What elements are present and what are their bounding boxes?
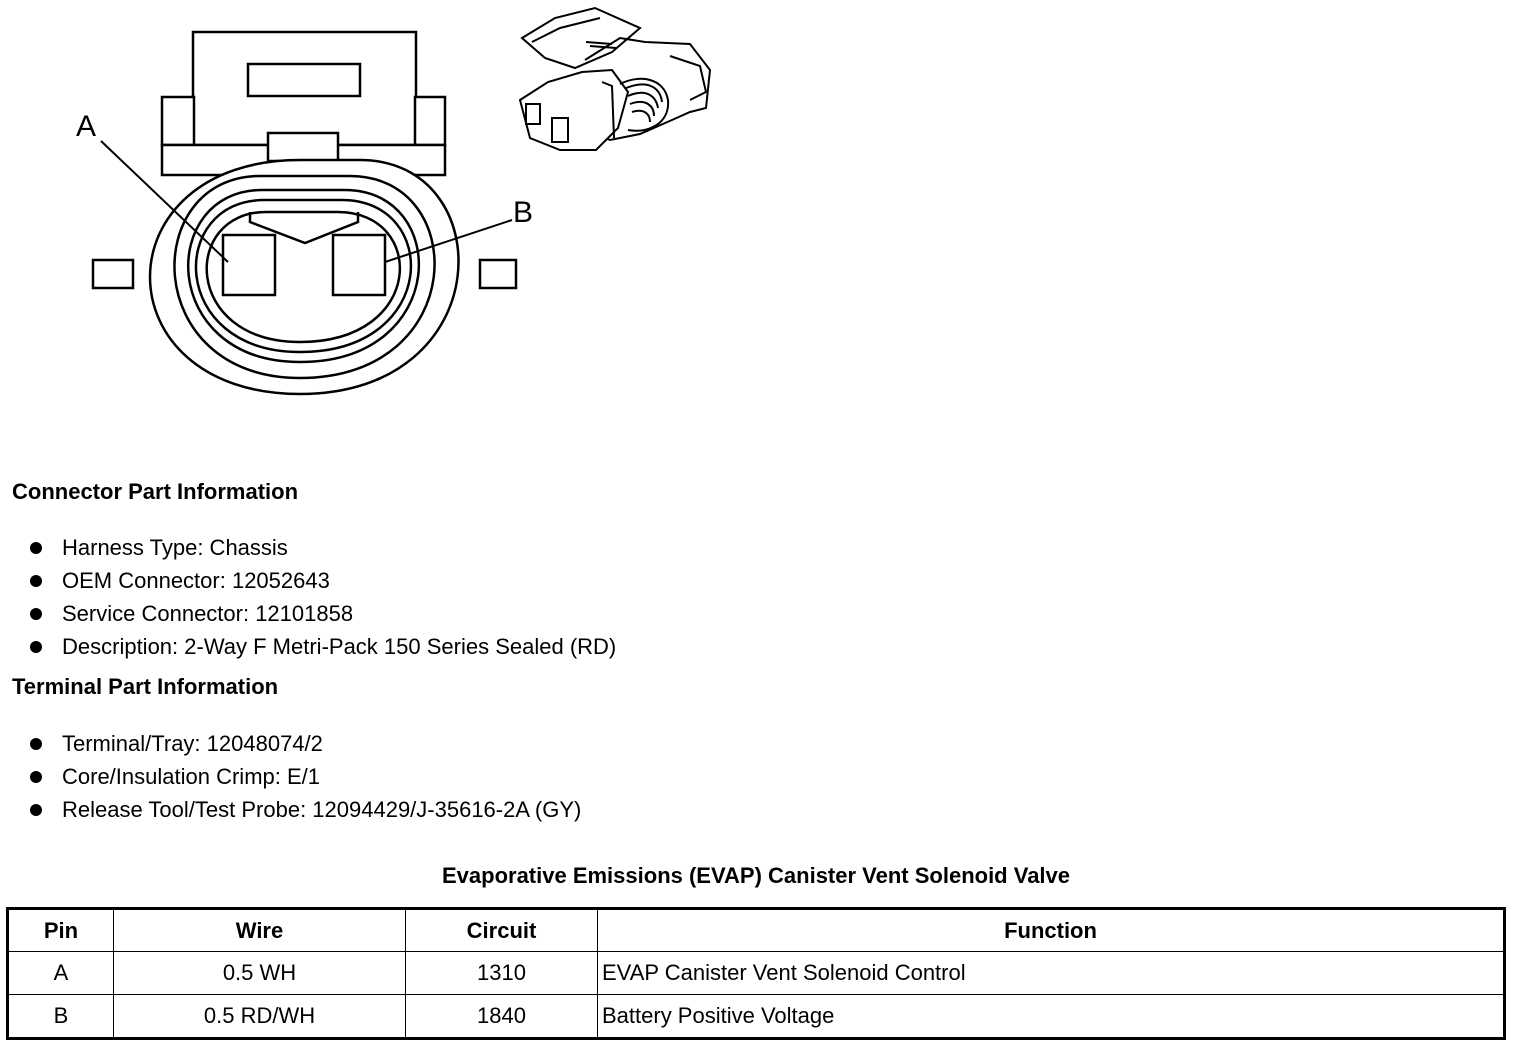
table-title: Evaporative Emissions (EVAP) Canister Vent Solenoid Valve [441,863,1071,888]
terminal-section-heading: Terminal Part Information [12,674,279,699]
callout-a: A [76,110,97,143]
list-item: Release Tool/Test Probe: 12094429/J-35616-2A (GY) [28,797,581,830]
bullet-icon [30,608,42,620]
cell-wire: 0.5 RD/WH [114,995,406,1039]
connector-body [150,160,458,394]
terminal-info-list [28,731,581,830]
bullet-icon [30,771,42,783]
pin-cavity-b [333,235,385,295]
cell-pin: A [8,952,114,995]
list-item: OEM Connector: 12052643 [28,568,616,601]
table-header-row [8,909,1505,952]
column-header-circuit: Circuit [406,909,598,952]
callout-b: B [513,196,534,229]
connector-face-drawing [0,0,760,410]
pinout-table [6,907,1506,1040]
right-tab [480,260,516,288]
bullet-icon [30,542,42,554]
column-header-wire: Wire [114,909,406,952]
column-header-pin: Pin [8,909,114,952]
cell-function: EVAP Canister Vent Solenoid Control [598,952,1505,995]
table-row [8,995,1505,1039]
cell-circuit: 1840 [406,995,598,1039]
list-item: Service Connector: 12101858 [28,601,616,634]
connector-info-list [28,535,616,667]
connector-latch-housing [162,32,445,175]
left-tab [93,260,133,288]
bullet-icon [30,575,42,587]
cell-pin: B [8,995,114,1039]
table-row [8,952,1505,995]
cell-function: Battery Positive Voltage [598,995,1505,1039]
list-item: Core/Insulation Crimp: E/1 [28,764,581,797]
bullet-icon [30,804,42,816]
list-item: Description: 2-Way F Metri-Pack 150 Series Sealed (RD) [28,634,616,667]
bullet-icon [30,641,42,653]
pin-cavity-a [223,235,275,295]
cell-wire: 0.5 WH [114,952,406,995]
connector-section-heading: Connector Part Information [12,479,299,504]
bullet-icon [30,738,42,750]
list-item: Terminal/Tray: 12048074/2 [28,731,581,764]
column-header-function: Function [598,909,1505,952]
list-item: Harness Type: Chassis [28,535,616,568]
connector-isometric-illustration [520,8,710,150]
cell-circuit: 1310 [406,952,598,995]
